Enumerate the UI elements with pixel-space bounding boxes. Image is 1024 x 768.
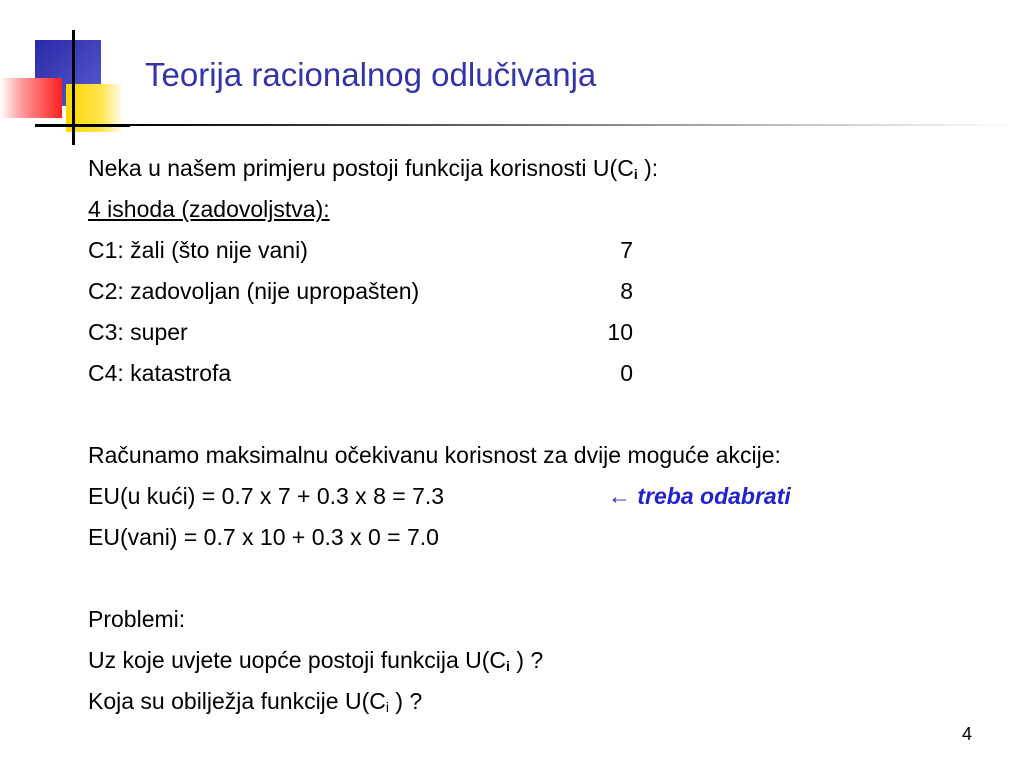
intro-line [88, 148, 988, 189]
outcome-row [88, 230, 988, 271]
spacer [88, 394, 988, 435]
title-underline-rule [130, 124, 1020, 126]
calc-intro: Računamo maksimalnu očekivanu korisnost za dvije moguće akcije: [88, 442, 781, 468]
q1-prefix: Uz koje uvjete uopće postoji funkcija U(C [88, 647, 507, 673]
outcome-row [88, 271, 988, 312]
eu-home-line [88, 476, 988, 517]
eu-home-formula: EU(u kući) = 0.7 x 7 + 0.3 x 8 = 7.3 [88, 483, 445, 509]
outcome-value: 8 [620, 278, 633, 304]
question-2 [88, 681, 988, 722]
intro-prefix: Neka u našem primjeru postoji funkcija korisnosti U(C [88, 155, 634, 181]
logo-horizontal-line [35, 124, 130, 127]
outcome-label: C1: žali (što nije vani) [88, 237, 308, 263]
intro-suffix: ): [637, 155, 659, 181]
q2-prefix: Koja su obilježja funkcije U(C [88, 688, 386, 714]
outcome-value: 7 [620, 237, 633, 263]
logo-vertical-line [72, 30, 75, 145]
outcome-value: 0 [620, 360, 633, 386]
q2-subscript: i [385, 699, 389, 715]
spacer [88, 558, 988, 599]
q2-suffix: ) ? [388, 688, 423, 714]
outcome-label: C4: katastrofa [88, 360, 232, 386]
outcome-value: 10 [607, 319, 633, 345]
question-1 [88, 640, 988, 681]
outcomes-heading: 4 ishoda (zadovoljstva): [88, 196, 330, 222]
outcome-label: C2: zadovoljan (nije upropašten) [88, 278, 420, 304]
eu-home-note: ← treba odabrati [608, 483, 791, 509]
outcome-row [88, 312, 988, 353]
logo-red-bar [0, 78, 62, 118]
q1-subscript: i [506, 658, 510, 674]
outcome-label: C3: super [88, 319, 188, 345]
outcome-row [88, 353, 988, 394]
q1-suffix: ) ? [509, 647, 544, 673]
problems-heading: Problemi: [88, 606, 186, 632]
slide-logo-decoration [0, 0, 130, 150]
page-number: 4 [961, 724, 972, 744]
slide-body [88, 148, 988, 722]
eu-out-line: EU(vani) = 0.7 x 10 + 0.3 x 0 = 7.0 [88, 524, 439, 550]
slide-title: Teorija racionalnog odlučivanja [145, 56, 597, 93]
intro-subscript: i [633, 166, 638, 182]
